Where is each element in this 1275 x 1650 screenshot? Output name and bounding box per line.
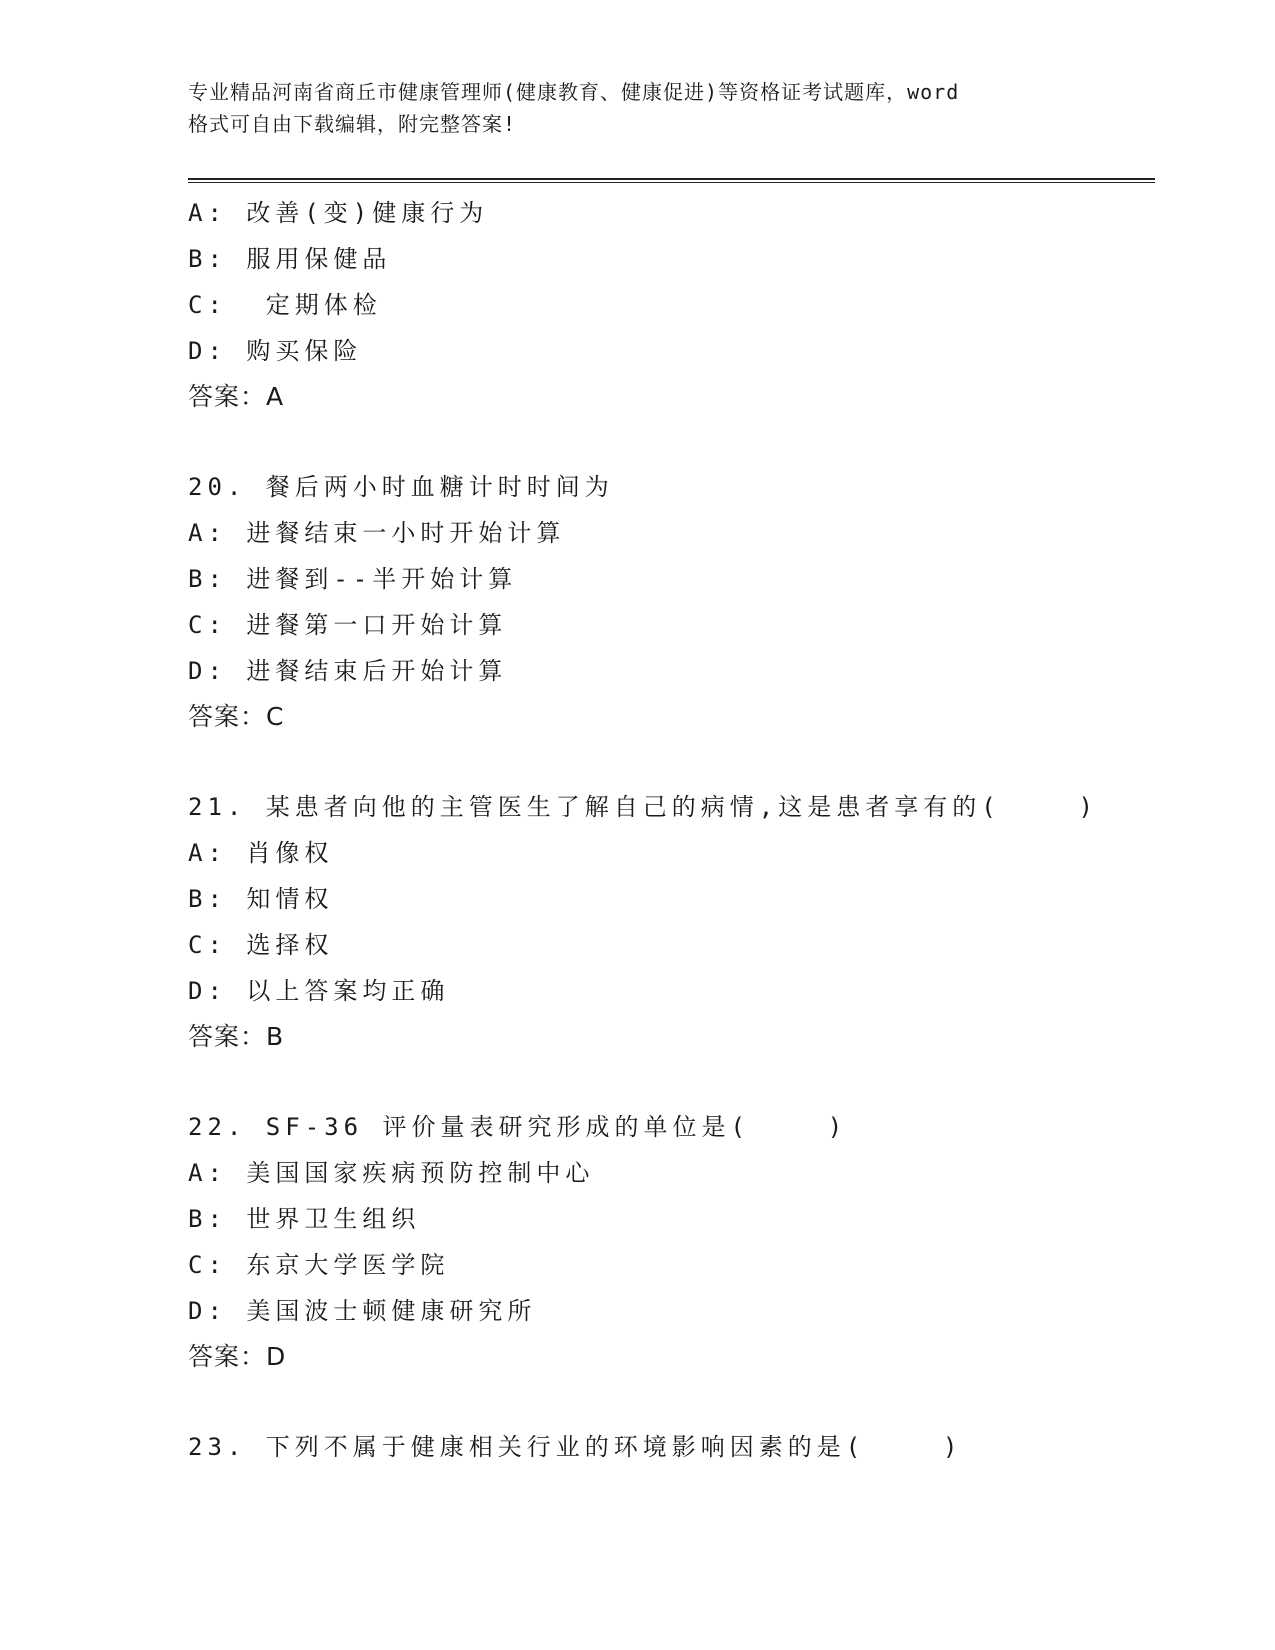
answer-line: 答案：A <box>188 382 285 411</box>
page-header <box>188 76 1088 140</box>
option-d: D: 以上答案均正确 <box>188 977 450 1005</box>
header-line-1: 专业精品河南省商丘市健康管理师(健康教育、健康促进)等资格证考试题库，word <box>188 80 960 104</box>
option-b: B: 世界卫生组织 <box>188 1205 421 1233</box>
option-d: D: 美国波士顿健康研究所 <box>188 1297 537 1325</box>
header-divider <box>188 178 1155 183</box>
option-c: C: 进餐第一口开始计算 <box>188 611 508 639</box>
answer-line: 答案：B <box>188 1022 285 1051</box>
question-stem: 21. 某患者向他的主管医生了解自己的病情,这是患者享有的( ) <box>188 793 1098 821</box>
question-block <box>188 1104 1148 1380</box>
option-b: B: 进餐到--半开始计算 <box>188 565 518 593</box>
question-block <box>188 190 1148 420</box>
option-a: A: 美国国家疾病预防控制中心 <box>188 1159 595 1187</box>
question-list <box>188 190 1148 1470</box>
option-a: A: 进餐结束一小时开始计算 <box>188 519 566 547</box>
option-b: B: 知情权 <box>188 885 334 913</box>
answer-line: 答案：D <box>188 1342 287 1371</box>
question-block <box>188 464 1148 740</box>
option-a: A: 肖像权 <box>188 839 334 867</box>
option-c: C: 东京大学医学院 <box>188 1251 450 1279</box>
option-c: C: 选择权 <box>188 931 334 959</box>
option-a: A: 改善(变)健康行为 <box>188 199 489 227</box>
option-d: D: 购买保险 <box>188 337 363 365</box>
question-block <box>188 784 1148 1060</box>
option-d: D: 进餐结束后开始计算 <box>188 657 508 685</box>
option-b: B: 服用保健品 <box>188 245 392 273</box>
option-c: C: 定期体检 <box>188 291 382 319</box>
question-stem: 22. SF-36 评价量表研究形成的单位是( ) <box>188 1113 848 1141</box>
question-block <box>188 1424 1148 1470</box>
answer-line: 答案：C <box>188 702 285 731</box>
header-line-2: 格式可自由下载编辑，附完整答案! <box>188 112 517 136</box>
question-stem: 23. 下列不属于健康相关行业的环境影响因素的是( ) <box>188 1433 963 1461</box>
question-stem: 20. 餐后两小时血糖计时时间为 <box>188 473 614 501</box>
